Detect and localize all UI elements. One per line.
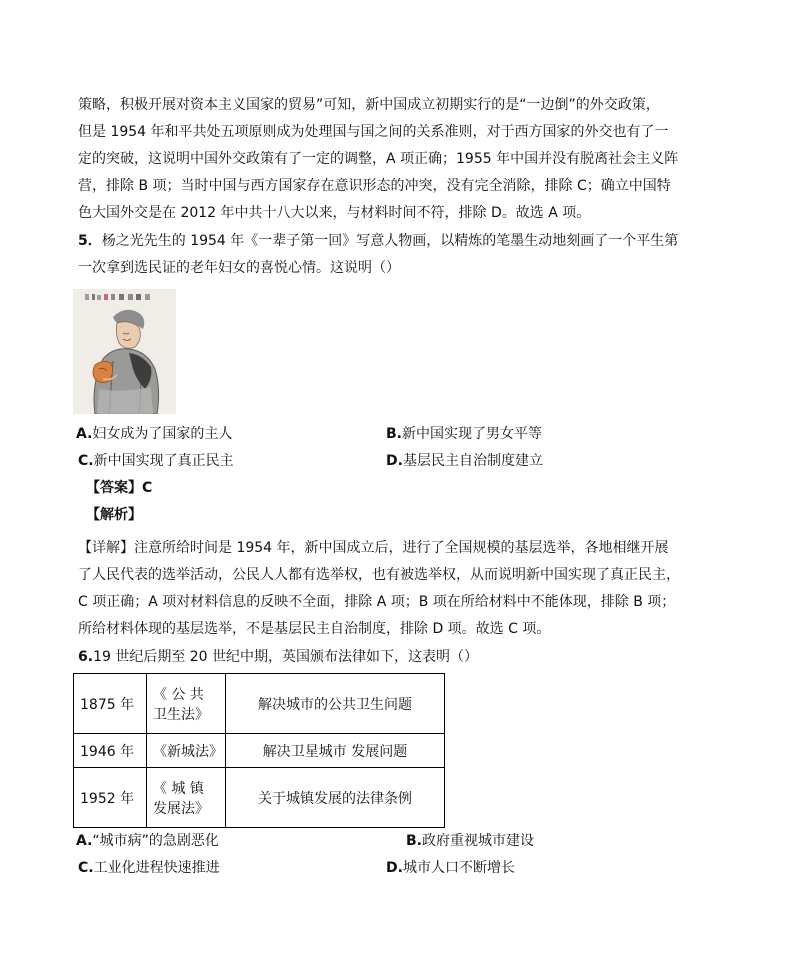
option-key: A. [76,833,93,849]
table-row [74,768,445,828]
text-line: C 项正确；A 项对材料信息的反映不全面，排除 A 项；B 项在所给材料中不能体现，排除 B 项； [78,594,676,610]
answer-value: C [142,480,153,496]
table-cell-law [147,674,226,734]
table-row [74,674,445,734]
text-line: 一次拿到选民证的老年妇女的喜悦心情。这说明（） [78,260,400,276]
text-line: 【详解】注意所给时间是 1954 年，新中国成立后，进行了全国规模的基层选举，各地相继开展 [78,540,669,556]
option-key: A. [76,426,93,442]
table-cell-purpose: 解决卫星城市 发展问题 [226,734,445,768]
table-row [74,734,445,768]
option-b[interactable] [386,424,542,444]
option-text: 城市人口不断增长 [402,860,515,876]
option-c[interactable] [78,451,234,471]
text-line: 杨之光先生的 1954 年《一辈子第一回》写意人物画，以精炼的笔墨生动地刻画了一个平生第 [101,233,679,249]
answer-line [86,478,152,498]
analysis-label: 【解析】 [86,507,142,523]
table-cell-law [147,768,226,828]
painting-image [73,289,176,414]
laws-table [73,673,445,828]
option-key: C. [78,860,94,876]
table-cell-law [147,734,226,768]
table-cell-year: 1952 年 [74,768,147,828]
option-c[interactable] [78,858,220,878]
question-5-stem [78,228,678,255]
question-6-stem [78,644,478,671]
option-a[interactable] [76,831,219,851]
option-key: D. [386,453,403,469]
answer-label: 【答案】 [86,480,142,496]
option-d[interactable] [386,451,543,471]
option-text: 基层民主自治制度建立 [402,453,543,469]
option-key: D. [386,860,403,876]
prev-explanation-paragraph [78,92,690,227]
option-text: “城市病”的急剧恶化 [92,833,219,849]
option-text: 工业化进程快速推进 [93,860,220,876]
text-line: 策略，积极开展对资本主义国家的贸易”可知，新中国成立初期实行的是“一边倒”的外交政策， [78,97,660,113]
table-cell-purpose: 解决城市的公共卫生问题 [226,674,445,734]
detail-explanation-paragraph [78,535,690,643]
option-a[interactable] [76,424,232,444]
question-5-stem-cont [78,255,400,282]
text-line: 定的突破，这说明中国外交政策有了一定的调整，A 项正确；1955 年中国并没有脱离社会主义阵 [78,151,679,167]
option-key: B. [406,833,422,849]
option-key: B. [386,426,402,442]
option-text: 政府重视城市建设 [422,833,534,849]
law-name-line: 《 公 共 [153,686,204,703]
option-b[interactable] [406,831,534,851]
law-name-line: 卫生法》 [153,706,209,723]
law-name-line: 发展法》 [153,800,209,817]
question-number: 5． [78,233,102,249]
option-d[interactable] [386,858,515,878]
law-name-line: 《 城 镇 [153,780,204,797]
text-line: 了人民代表的选举活动，公民人人都有选举权，也有被选举权，从而说明新中国实现了真正民主， [78,567,680,583]
option-text: 妇女成为了国家的主人 [92,426,233,442]
analysis-line [86,505,142,525]
text-line: 所给材料体现的基层选举，不是基层民主自治制度，排除 D 项。故选 C 项。 [78,621,551,637]
text-line: 19 世纪后期至 20 世纪中期，英国颁布法律如下，这表明（） [93,649,479,665]
text-line: 营，排除 B 项；当时中国与西方国家存在意识形态的冲突，没有完全消除，排除 C；确立中国特 [78,178,671,194]
table-cell-year: 1946 年 [74,734,147,768]
option-key: C. [78,453,94,469]
table-cell-purpose: 关于城镇发展的法律条例 [226,768,445,828]
text-line: 但是 1954 年和平共处五项原则成为处理国与国之间的关系准则，对于西方国家的外交也有了一 [78,124,669,140]
question-number: 6. [78,649,94,665]
painting-illustration [73,289,176,414]
option-text: 新中国实现了真正民主 [93,453,234,469]
option-text: 新中国实现了男女平等 [402,426,542,442]
table-cell-year: 1875 年 [74,674,147,734]
text-line: 色大国外交是在 2012 年中共十八大以来，与材料时间不符，排除 D。故选 A 项。 [78,205,591,221]
law-name-line: 《新城法》 [153,743,223,760]
